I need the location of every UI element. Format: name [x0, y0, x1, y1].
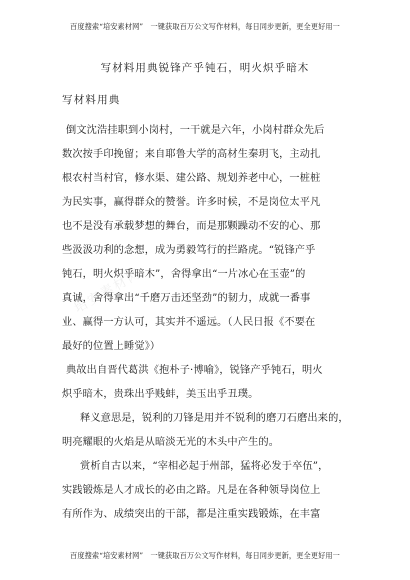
body-line: 钝石，明火炽乎暗木”，舍得拿出“一片冰心在玉壶”的 — [62, 269, 306, 280]
body-line: 倒文沈浩挂职到小岗村，一干就是六年，小岗村群众先后 — [66, 125, 325, 136]
body-line: 根农村当村官，修水渠、建公路、规划养老中心，一桩桩 — [62, 173, 321, 184]
body-line: 明亮耀眼的火焰是从暗淡无光的木头中产生的。 — [62, 437, 280, 448]
body-line: 典故出自晋代葛洪《抱朴子·博喻》，锐锋产乎钝石，明火 — [66, 365, 323, 376]
header-banner: 百度搜索“培安素材网” 一键获取百万公文写作材料，每日同步更新，更全更好用一 — [70, 22, 340, 31]
body-line: 有所作为、成绩突出的干部，都是注重实践锻炼，在丰富 — [62, 509, 321, 520]
body-line: 也不是没有承载梦想的舞台，而是那颗躁动不安的心、那 — [62, 221, 321, 232]
body-line: 些汲汲功利的念想，成为勇毅笃行的拦路虎。“锐锋产乎 — [62, 245, 316, 256]
body-line: 实践锻炼是人才成长的必由之路。凡是在各种领导岗位上 — [62, 485, 321, 496]
body-line: 释义意思是，锐利的刀锋是用并不锐利的磨刀石磨出来的， — [80, 413, 349, 424]
body-line: 最好的位置上睡觉》） — [62, 341, 161, 352]
body-line: 赏析自古以来，“宰相必起于州部，猛将必发于卒伍”， — [80, 461, 329, 472]
body-line: 数次按手印挽留；来自耶鲁大学的高材生秦玥飞，主动扎 — [62, 149, 321, 160]
body-line: 为民实事，赢得群众的赞誉。许多时候，不是岗位太平凡 — [62, 197, 321, 208]
watermark-text: 培安素材网 — [72, 265, 145, 317]
body-line: 炽乎暗木，贵珠出乎贱蚌，美玉出乎丑璞。 — [62, 389, 259, 400]
document-title: 写材料用典锐锋产乎钝石，明火炽乎暗木 — [100, 62, 310, 74]
footer-banner: 百度搜索“培安素材网” 一键获取百万公文写作材料，每日同步更新，更全更好用一 — [70, 551, 340, 560]
body-line: 真诚，舍得拿出“千磨万击还坚劲”的韧力，成就一番事 — [62, 293, 311, 304]
section-heading: 写材料用典 — [62, 94, 121, 106]
body-line: 业、赢得一方认可，其实并不遥远。（人民日报《不要在 — [62, 317, 316, 328]
